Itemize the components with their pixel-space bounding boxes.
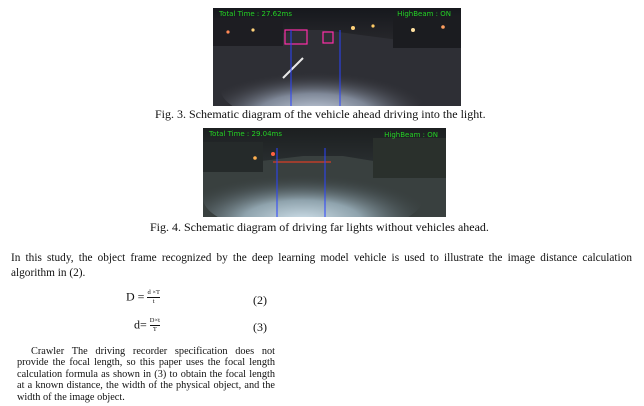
figure-4-image — [203, 128, 446, 217]
fraction — [147, 289, 160, 306]
equation-2-number: (2) — [253, 293, 267, 307]
denominator: T — [152, 326, 157, 333]
equation-lhs: d= — [134, 317, 147, 332]
hud-total-time: Total Time : 29.04ms — [209, 130, 283, 138]
denominator: t — [152, 298, 155, 305]
figure-4-caption: Fig. 4. Schematic diagram of driving far lights without vehicles ahead. — [150, 220, 489, 234]
equation-2 — [126, 289, 160, 306]
equation-3 — [134, 317, 160, 334]
numerator: D×t — [149, 317, 160, 324]
equation-lhs: D = — [126, 289, 145, 304]
hud-high-beam: HighBeam : ON — [384, 131, 438, 139]
equation-3-number: (3) — [253, 320, 267, 334]
figure-3-image — [213, 8, 461, 106]
body-paragraph: In this study, the object frame recognized by the deep learning model vehicle is used to illustrate the image distance calculation algorithm in (2). — [11, 252, 632, 279]
night-road-photo — [213, 8, 461, 106]
fraction — [150, 317, 160, 334]
numerator: d ×T — [147, 289, 160, 296]
body-paragraph-2: Crawler The driving recorder specification does not provide the focal length, so this paper uses the focal length calculation formula as shown in (3) to obtain the focal length at a known distance, the width of the physical object, and the width of the image object. — [17, 346, 275, 403]
night-road-photo — [203, 128, 446, 217]
hud-high-beam: HighBeam : ON — [397, 10, 451, 18]
figure-3-caption: Fig. 3. Schematic diagram of the vehicle ahead driving into the light. — [155, 107, 486, 121]
hud-total-time: Total Time : 27.62ms — [219, 10, 293, 18]
